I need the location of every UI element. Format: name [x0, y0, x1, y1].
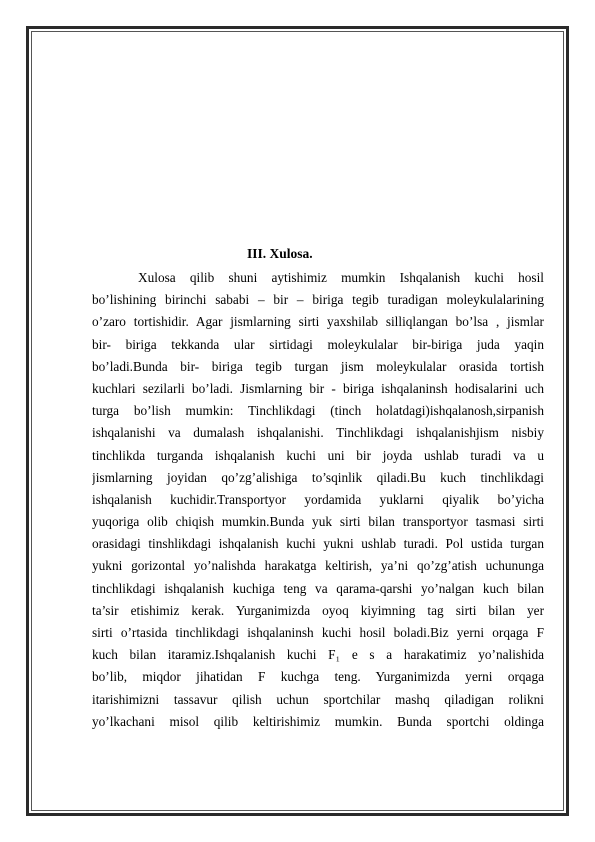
text-line: kuch bilan itaramiz.Ishqalanish kuchi F₁ e s a harakatimiz yo’nalishida [92, 647, 544, 663]
text-line: bir- biriga tekkanda ular sirtidagi moleykulalar bir-biriga juda yaqin [92, 336, 544, 352]
text-line: yo’lkachani misol qilib keltirishimiz mumkin. Bunda sportchi oldinga [92, 713, 544, 729]
text-line: bo’lishining birinchi sababi – bir – biriga tegib turadigan moleykulalarining [92, 292, 544, 308]
text-line: tinchlikda turganda ishqalanish kuchi uni bir joyda ushlab turadi va u [92, 447, 544, 463]
document-content [92, 245, 544, 733]
text-line: ishqalanishi va dumalash ishqalanishi. Tinchlikdagi ishqalanishjism nisbiy [92, 425, 544, 441]
text-line: ishqalanish kuchidir.Transportyor yordamida yuklarni qiyalik bo’yicha [92, 491, 544, 507]
text-line: yukni gorizontal yo’nalishda harakatga keltirish, ya’ni qo’zg’atish uchununga [92, 558, 544, 574]
text-line: jismlarning joyidan qo’zg’alishiga to’sqinlik qiladi.Bu kuch tinchlikdagi [92, 469, 544, 485]
text-line: orasidagi tinshlikdagi ishqalanish kuchi yukni ushlab turadi. Pol ustida turgan [92, 536, 544, 552]
text-line: itarishimizni tassavur qilish uchun sportchilar mashq qiladigan rolikni [92, 691, 544, 707]
text-line: bo’lib, miqdor jihatidan F kuchga teng. Yurganimizda yerni orqaga [92, 669, 544, 685]
text-line: yuqoriga olib chiqish mumkin.Bunda yuk sirti bilan transportyor tasmasi sirti [92, 514, 544, 530]
text-line: turga bo’lish mumkin: Tinchlikdagi (tinch holatdagi)ishqalanosh,sirpanish [92, 403, 544, 419]
text-line: sirti o’rtasida tinchlikdagi ishqalaninsh kuchi hosil boladi.Biz yerni orqaga F [92, 625, 544, 640]
text-line: o’zaro tortishidir. Agar jismlarning sirti yaxshilab silliqlangan bo’lsa , jismlar [92, 314, 544, 330]
text-line: Xulosa qilib shuni aytishimiz mumkin Ishqalanish kuchi hosil [138, 270, 544, 285]
text-line: bo’ladi.Bunda bir- biriga tegib turgan jism moleykulalar orasida tortish [92, 358, 544, 374]
body-paragraph [92, 267, 544, 733]
text-line: ta’sir etishimiz kerak. Yurganimizda oyoq kiyimning tag sirti bilan yer [92, 602, 544, 618]
text-line: tinchlikdagi ishqalanish kuchiga teng va qarama-qarshi yo’nalgan kuch bilan [92, 580, 544, 596]
section-heading: III. Xulosa. [247, 246, 313, 261]
text-line: kuchlari sezilarli bo’ladi. Jismlarning bir - biriga ishqalaninsh hodisalarini uch [92, 380, 544, 396]
